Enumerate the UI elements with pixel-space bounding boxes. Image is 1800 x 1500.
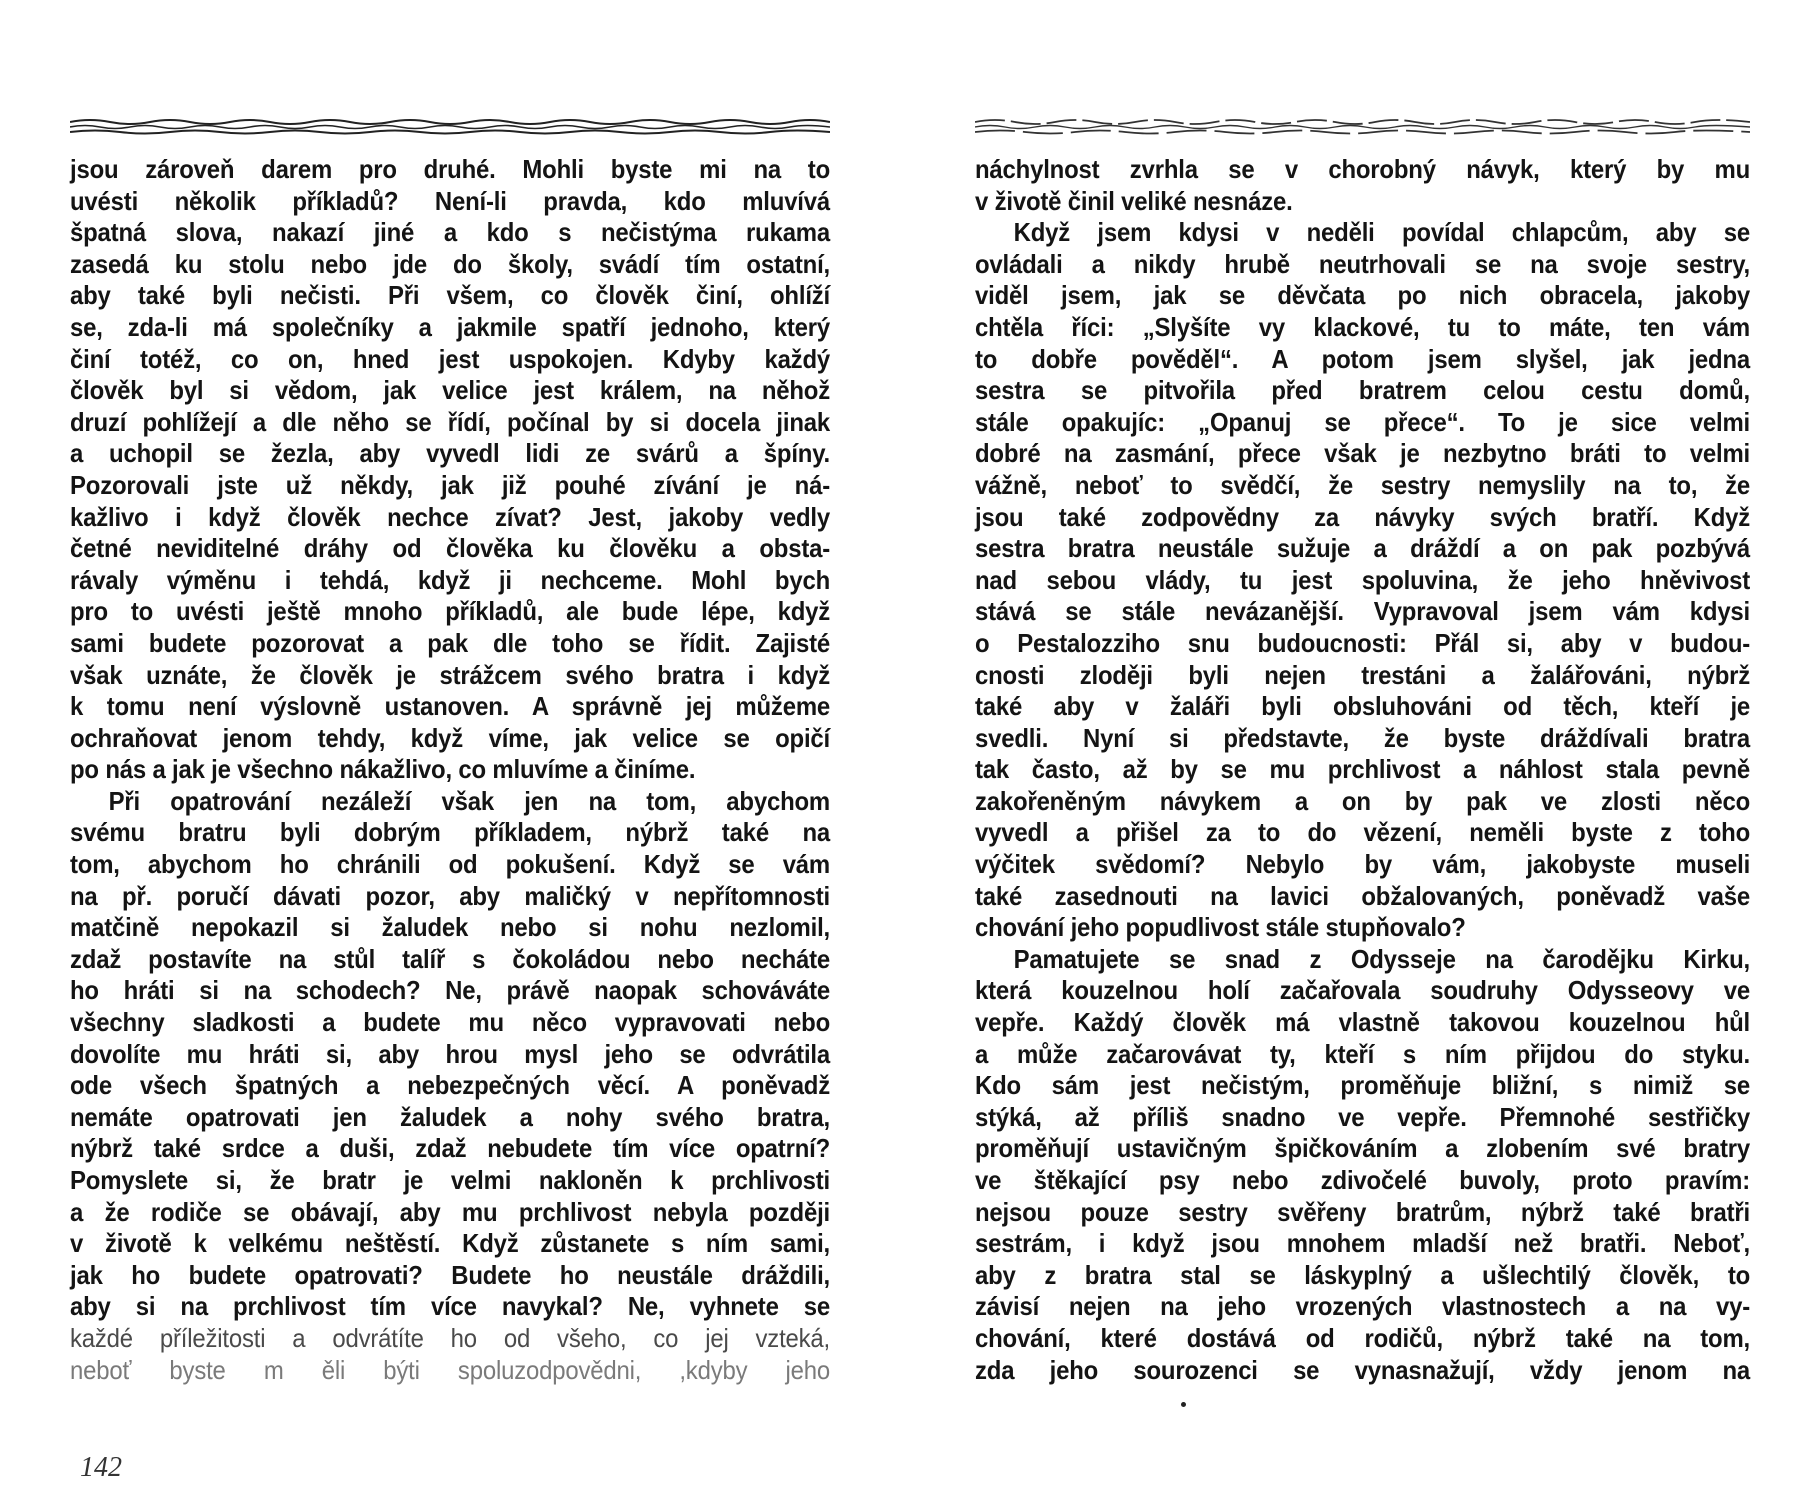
text-line: cnosti zloději byli nejen trestáni a žalářováni, nýbrž: [975, 659, 1751, 690]
text-line: člověk byl si vědom, jak velice jest králem, na něhož: [70, 375, 831, 406]
text-line: vepře. Každý člověk má vlastně takovou kouzelnou hůl: [975, 1007, 1751, 1038]
text-line: Při opatrování nezáleží však jen na tom, abychom: [108, 785, 831, 816]
text-line: stále opakujíc: „Opanuj se přece“. To je sice velmi: [975, 406, 1751, 437]
text-line: každé příležitosti a odvrátíte ho od všeho, co jej vzteká,: [70, 1322, 831, 1353]
text-line: Pozorovali jste už někdy, jak již pouhé zívání je ná-: [70, 469, 831, 500]
text-line: proměňují ustavičným špičkováním a zlobením své bratry: [975, 1133, 1751, 1164]
text-line: to dobře pověděl“. A potom jsem slyšel, jak jedna: [975, 343, 1751, 374]
text-line: jsou také zodpovědny za návyky svých bratří. Když: [975, 501, 1751, 532]
text-line: jsou zároveň darem pro druhé. Mohli byste mi na to: [70, 154, 831, 184]
text-line: ovládali a nikdy hrubě neutrhovali se na svoje sestry,: [975, 248, 1751, 279]
text-line: která kouzelnou holí začařovala soudruhy Odysseovy ve: [975, 975, 1751, 1006]
text-line: dobré na zasmání, přece však je nezbytno bráti to velmi: [975, 438, 1751, 469]
text-line: Když jsem kdysi v neděli povídal chlapcům, aby se: [1013, 217, 1751, 248]
text-line: tak často, až by se mu prchlivost a náhlost stala pevně: [975, 754, 1751, 785]
text-line: na př. poručí dávati pozor, aby maličký v nepřítomnosti: [70, 880, 831, 911]
text-line: výčitek svědomí? Nebylo by vám, jakobyste museli: [975, 849, 1751, 880]
text-line: vážně, neboť to svědčí, že sestry nemyslily na to, že: [975, 469, 1751, 500]
text-line: o Pestalozziho snu budoucnosti: Přál si, aby v budou-: [975, 627, 1751, 658]
text-line: nejsou pouze sestry svěřeny bratrům, nýbrž také bratři: [975, 1196, 1751, 1227]
text-line: sestra se pitvořila před bratrem celou cestu domů,: [975, 375, 1751, 406]
text-line: ve štěkající psy nebo zdivočelé buvoly, proto pravím:: [975, 1165, 1751, 1195]
page-number: 142: [80, 1452, 122, 1483]
header-ornament-right: [975, 116, 1750, 138]
text-line: aby z bratra stal se láskyplný a ušlechtilý člověk, to: [975, 1259, 1751, 1290]
text-line: nemáte opatrovati jen žaludek a nohy svého bratra,: [70, 1101, 831, 1132]
text-line: zdaž postavíte na stůl talíř s čokoládou nebo necháte: [70, 943, 831, 974]
text-line: svedli. Nyní si představte, že byste dráždívali bratra: [975, 722, 1751, 753]
text-line: Pamatujete se snad z Odysseje na čarodějku Kirku,: [1013, 943, 1751, 974]
text-line: vyvedl a přišel za to do vězení, neměli byste z toho: [975, 817, 1751, 848]
stray-dot: [1181, 1402, 1186, 1407]
text-line: nýbrž také srdce a duši, zdaž nebudete tím více opatrní?: [70, 1133, 831, 1164]
text-line: sami budete pozorovat a pak dle toho se řídit. Zajisté: [70, 627, 831, 658]
text-line: jak ho budete opatrovati? Budete ho neustále dráždili,: [70, 1259, 831, 1290]
text-line: a může začarovávat ty, kteří s ním přijdou do styku.: [975, 1038, 1751, 1069]
right-page: [975, 116, 1750, 1386]
text-line: kažlivo i když člověk nechce zívat? Jest, jakoby vedly: [70, 501, 831, 532]
text-line: svému bratru byli dobrým příkladem, nýbrž také na: [70, 817, 831, 848]
text-line: zda jeho sourozenci se vynasnažují, vždy jenom na: [975, 1354, 1751, 1385]
text-line: Pomyslete si, že bratr je velmi nakloněn k prchlivosti: [70, 1165, 831, 1195]
text-line: závisí nejen na jeho vrozených vlastnostech a na vy-: [975, 1291, 1751, 1322]
text-line: ochraňovat jenom tehdy, když víme, jak velice se opičí: [70, 722, 831, 753]
text-line: a že rodiče se obávají, aby mu prchlivost nebyla později: [70, 1196, 831, 1227]
text-line: sestrám, i když jsou mnohem mladší než bratři. Neboť,: [975, 1228, 1751, 1259]
text-line: chování, které dostává od rodičů, nýbrž také na tom,: [975, 1322, 1751, 1353]
text-line: pro to uvésti ještě mnoho příkladů, ale bude lépe, když: [70, 596, 831, 627]
text-line: chtěla říci: „Slyšíte vy klackové, tu to máte, ten vám: [975, 311, 1751, 342]
text-line: a uchopil se žezla, aby vyvedl lidi ze svárů a špíny.: [70, 438, 831, 469]
text-line: druzí pohlížejí a dle něho se řídí, počínal by si docela jinak: [70, 406, 831, 437]
text-line: po nás a jak je všechno nákažlivo, co mluvíme a činíme.: [70, 754, 696, 785]
text-line: tom, abychom ho chránili od pokušení. Když se vám: [70, 849, 831, 880]
text-line: rávaly výměnu i tehdá, když ji nechceme. Mohl bych: [70, 564, 831, 595]
text-line: v životě činil veliké nesnáze.: [975, 185, 1293, 216]
text-line: zakořeněným návykem a on by pak ve zlosti něco: [975, 785, 1751, 816]
text-line: dovolíte mu hráti si, aby hrou mysl jeho se odvrátila: [70, 1038, 831, 1069]
text-line: špatná slova, nakazí jiné a kdo s nečistýma rukama: [70, 217, 831, 248]
text-line: se, zda-li má společníky a jakmile spatří jednoho, který: [70, 311, 831, 342]
text-line: náchylnost zvrhla se v chorobný návyk, který by mu: [975, 154, 1751, 184]
text-line: však uznáte, že člověk je strážcem svého bratra i když: [70, 659, 831, 690]
text-line: aby také byli nečisti. Při všem, co člověk činí, ohlíží: [70, 280, 831, 311]
left-page: [70, 116, 830, 1386]
text-line: činí totéž, co on, hned jest uspokojen. Kdyby každý: [70, 343, 831, 374]
text-line: v životě k velkému neštěstí. Když zůstanete s ním sami,: [70, 1228, 831, 1259]
left-page-text: [70, 154, 830, 1386]
text-line: také aby v žaláři byli obsluhováni od těch, kteří je: [975, 691, 1751, 722]
text-line: k tomu není výslovně ustanoven. A správně jej můžeme: [70, 691, 831, 722]
text-line: ode všech špatných a nebezpečných věcí. A poněvadž: [70, 1070, 831, 1101]
text-line: uvésti několik příkladů? Není-li pravda, kdo mluvívá: [70, 185, 831, 216]
text-line: stává se stále nevázanější. Vypravoval jsem vám kdysi: [975, 596, 1751, 627]
text-line: sestra bratra neustále sužuje a dráždí a on pak pozbývá: [975, 533, 1751, 564]
text-line: nad sebou vlády, tu jest spoluvina, že jeho hněvivost: [975, 564, 1751, 595]
text-line: Kdo sám jest nečistým, proměňuje bližní, s nimiž se: [975, 1070, 1751, 1101]
header-ornament-left: [70, 116, 830, 138]
text-line: zasedá ku stolu nebo jde do školy, svádí tím ostatní,: [70, 248, 831, 279]
text-line: stýká, až příliš snadno ve vepře. Přemnohé sestřičky: [975, 1101, 1751, 1132]
text-line: aby si na prchlivost tím více navykal? Ne, vyhnete se: [70, 1291, 831, 1322]
text-line: ho hráti si na schodech? Ne, právě naopak schováváte: [70, 975, 831, 1006]
text-line: viděl jsem, jak se děvčata po nich obracela, jakoby: [975, 280, 1751, 311]
text-line: všechny sladkosti a budete mu něco vypravovati nebo: [70, 1007, 831, 1038]
text-line: chování jeho popudlivost stále stupňovalo?: [975, 912, 1466, 943]
text-line: matčině nepokazil si žaludek nebo si nohu nezlomil,: [70, 912, 831, 943]
text-line: neboť byste m ěli býti spoluzodpovědni, ,kdyby jeho: [70, 1354, 831, 1385]
text-line: také zasednouti na lavici obžalovaných, poněvadž vaše: [975, 880, 1751, 911]
text-line: četné neviditelné dráhy od člověka ku člověku a obsta-: [70, 533, 831, 564]
right-page-text: [975, 154, 1750, 1386]
